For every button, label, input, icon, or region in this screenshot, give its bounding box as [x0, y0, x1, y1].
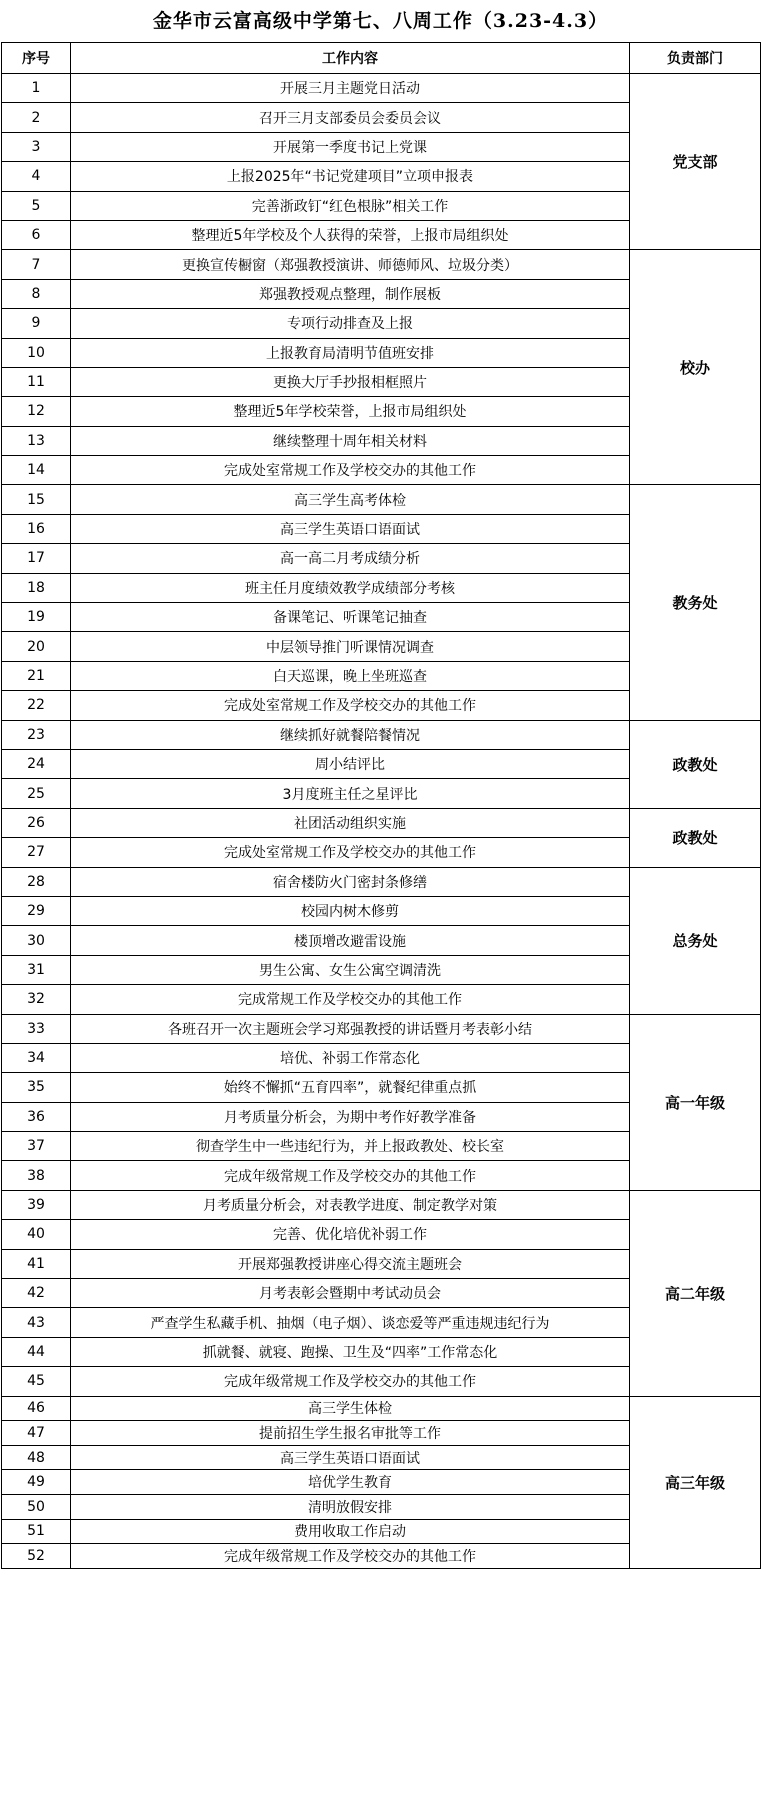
work-content: 完善浙政钉“红色根脉”相关工作	[71, 191, 630, 220]
responsible-department: 校办	[630, 250, 761, 485]
row-number: 28	[2, 867, 71, 896]
row-number: 52	[2, 1544, 71, 1569]
responsible-department: 总务处	[630, 867, 761, 1014]
table-row	[2, 250, 761, 279]
work-content: 中层领导推门听课情况调查	[71, 632, 630, 661]
work-content: 完成处室常规工作及学校交办的其他工作	[71, 691, 630, 720]
row-number: 35	[2, 1073, 71, 1102]
row-number: 4	[2, 162, 71, 191]
row-number: 17	[2, 544, 71, 573]
work-content: 高一高二月考成绩分析	[71, 544, 630, 573]
work-content: 培优、补弱工作常态化	[71, 1043, 630, 1072]
work-content: 完善、优化培优补弱工作	[71, 1220, 630, 1249]
work-content: 男生公寓、女生公寓空调清洗	[71, 955, 630, 984]
work-content: 月考表彰会暨期中考试动员会	[71, 1279, 630, 1308]
work-content: 费用收取工作启动	[71, 1519, 630, 1544]
work-content: 各班召开一次主题班会学习郑强教授的讲话暨月考表彰小结	[71, 1014, 630, 1043]
row-number: 41	[2, 1249, 71, 1278]
table-row	[2, 867, 761, 896]
work-content: 开展三月主题党日活动	[71, 74, 630, 103]
work-content: 上报2025年“书记党建项目”立项申报表	[71, 162, 630, 191]
work-content: 始终不懈抓“五育四率”，就餐纪律重点抓	[71, 1073, 630, 1102]
work-content: 社团活动组织实施	[71, 808, 630, 837]
work-content: 月考质量分析会，为期中考作好教学准备	[71, 1102, 630, 1131]
row-number: 49	[2, 1470, 71, 1495]
work-content: 更换宣传橱窗（郑强教授演讲、师德师风、垃圾分类）	[71, 250, 630, 279]
row-number: 33	[2, 1014, 71, 1043]
work-content: 完成年级常规工作及学校交办的其他工作	[71, 1544, 630, 1569]
row-number: 10	[2, 338, 71, 367]
work-content: 召开三月支部委员会委员会议	[71, 103, 630, 132]
responsible-department: 高三年级	[630, 1396, 761, 1568]
work-content: 继续抓好就餐陪餐情况	[71, 720, 630, 749]
work-content: 完成年级常规工作及学校交办的其他工作	[71, 1161, 630, 1190]
work-content: 月考质量分析会，对表教学进度、制定教学对策	[71, 1190, 630, 1219]
table-row	[2, 1014, 761, 1043]
table-row	[2, 720, 761, 749]
row-number: 2	[2, 103, 71, 132]
responsible-department: 政教处	[630, 720, 761, 808]
row-number: 15	[2, 485, 71, 514]
responsible-department: 高二年级	[630, 1190, 761, 1396]
work-content: 开展郑强教授讲座心得交流主题班会	[71, 1249, 630, 1278]
work-content: 培优学生教育	[71, 1470, 630, 1495]
row-number: 16	[2, 514, 71, 543]
work-content: 更换大厅手抄报相框照片	[71, 367, 630, 396]
row-number: 27	[2, 838, 71, 867]
row-number: 22	[2, 691, 71, 720]
work-content: 班主任月度绩效教学成绩部分考核	[71, 573, 630, 602]
row-number: 45	[2, 1367, 71, 1396]
row-number: 12	[2, 397, 71, 426]
row-number: 24	[2, 749, 71, 778]
row-number: 9	[2, 309, 71, 338]
work-content: 楼顶增改避雷设施	[71, 926, 630, 955]
row-number: 31	[2, 955, 71, 984]
row-number: 14	[2, 456, 71, 485]
work-content: 完成处室常规工作及学校交办的其他工作	[71, 456, 630, 485]
work-content: 提前招生学生报名审批等工作	[71, 1421, 630, 1446]
row-number: 1	[2, 74, 71, 103]
row-number: 30	[2, 926, 71, 955]
work-content: 完成处室常规工作及学校交办的其他工作	[71, 838, 630, 867]
row-number: 8	[2, 279, 71, 308]
work-content: 严查学生私藏手机、抽烟（电子烟）、谈恋爱等严重违规违纪行为	[71, 1308, 630, 1337]
work-content: 开展第一季度书记上党课	[71, 132, 630, 161]
row-number: 50	[2, 1494, 71, 1519]
row-number: 25	[2, 779, 71, 808]
table-body	[2, 74, 761, 1569]
row-number: 34	[2, 1043, 71, 1072]
work-schedule-table	[1, 42, 761, 1569]
row-number: 19	[2, 603, 71, 632]
work-content: 高三学生体检	[71, 1396, 630, 1421]
row-number: 37	[2, 1132, 71, 1161]
work-content: 整理近5年学校荣誉，上报市局组织处	[71, 397, 630, 426]
row-number: 23	[2, 720, 71, 749]
work-content: 完成年级常规工作及学校交办的其他工作	[71, 1367, 630, 1396]
work-content: 高三学生高考体检	[71, 485, 630, 514]
work-content: 备课笔记、听课笔记抽查	[71, 603, 630, 632]
work-content: 抓就餐、就寝、跑操、卫生及“四率”工作常态化	[71, 1337, 630, 1366]
row-number: 26	[2, 808, 71, 837]
row-number: 40	[2, 1220, 71, 1249]
work-content: 整理近5年学校及个人获得的荣誉，上报市局组织处	[71, 220, 630, 249]
work-content: 周小结评比	[71, 749, 630, 778]
row-number: 42	[2, 1279, 71, 1308]
row-number: 47	[2, 1421, 71, 1446]
row-number: 39	[2, 1190, 71, 1219]
table-row	[2, 1190, 761, 1219]
row-number: 11	[2, 367, 71, 396]
row-number: 7	[2, 250, 71, 279]
row-number: 48	[2, 1445, 71, 1470]
row-number: 20	[2, 632, 71, 661]
work-content: 完成常规工作及学校交办的其他工作	[71, 985, 630, 1014]
responsible-department: 党支部	[630, 74, 761, 250]
row-number: 43	[2, 1308, 71, 1337]
row-number: 6	[2, 220, 71, 249]
header-row	[2, 43, 761, 74]
work-content: 清明放假安排	[71, 1494, 630, 1519]
row-number: 44	[2, 1337, 71, 1366]
responsible-department: 高一年级	[630, 1014, 761, 1190]
table-row	[2, 485, 761, 514]
work-content: 宿舍楼防火门密封条修缮	[71, 867, 630, 896]
responsible-department: 教务处	[630, 485, 761, 720]
row-number: 13	[2, 426, 71, 455]
work-content: 白天巡课，晚上坐班巡查	[71, 661, 630, 690]
work-content: 高三学生英语口语面试	[71, 1445, 630, 1470]
row-number: 18	[2, 573, 71, 602]
header-no: 序号	[2, 43, 71, 74]
row-number: 29	[2, 896, 71, 925]
row-number: 36	[2, 1102, 71, 1131]
table-row	[2, 808, 761, 837]
row-number: 5	[2, 191, 71, 220]
work-content: 郑强教授观点整理，制作展板	[71, 279, 630, 308]
row-number: 51	[2, 1519, 71, 1544]
row-number: 32	[2, 985, 71, 1014]
row-number: 21	[2, 661, 71, 690]
work-content: 3月度班主任之星评比	[71, 779, 630, 808]
work-content: 继续整理十周年相关材料	[71, 426, 630, 455]
work-content: 上报教育局清明节值班安排	[71, 338, 630, 367]
work-content: 校园内树木修剪	[71, 896, 630, 925]
header-content: 工作内容	[71, 43, 630, 74]
row-number: 46	[2, 1396, 71, 1421]
work-content: 彻查学生中一些违纪行为，并上报政教处、校长室	[71, 1132, 630, 1161]
header-dept: 负责部门	[630, 43, 761, 74]
document-title: 金华市云富高级中学第七、八周工作（3.23-4.3）	[152, 10, 609, 32]
table-row	[2, 1396, 761, 1421]
row-number: 3	[2, 132, 71, 161]
work-content: 高三学生英语口语面试	[71, 514, 630, 543]
work-content: 专项行动排查及上报	[71, 309, 630, 338]
responsible-department: 政教处	[630, 808, 761, 867]
row-number: 38	[2, 1161, 71, 1190]
table-row	[2, 74, 761, 103]
